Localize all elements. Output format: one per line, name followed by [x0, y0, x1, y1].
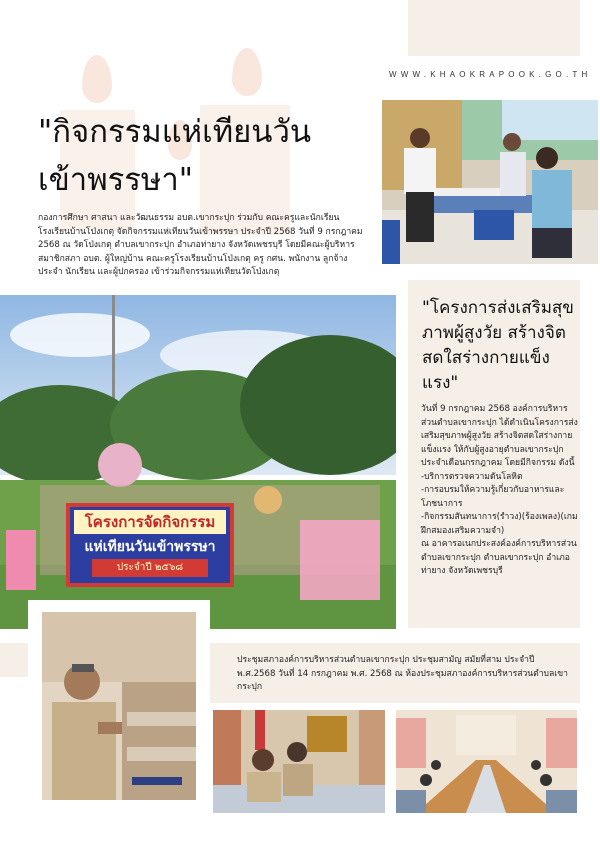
photo-council-speaker — [42, 612, 196, 800]
article2-title-line1: "โครงการส่งเสริมสุข — [422, 298, 574, 318]
article2-intro: วันที่ 9 กรกฎาคม 2568 องค์การบริหารส่วนตำบลเขากระปุก ได้ดำเนินโครงการส่งเสริมสุขภาพผู้สูงวัย สร้างจิตสดใสร่างกายแข็งแรง ให้กับผู้สูงอายุตำบลเขากระปุก ประจำเดือนกรกฎาคม โดยมีกิจกรรม ดังนี้ — [421, 404, 578, 468]
photo-council-meeting-2 — [396, 710, 577, 813]
photo-council-meeting-1 — [213, 710, 385, 813]
article2-item-2: -การอบรมให้ความรู้เกี่ยวกับอาหารและโภชนาการ — [421, 485, 565, 509]
article2-item-3: -กิจกรรมสันทนาการ(รำวง)(ร้องเพลง)(เกมฝึกสมองเสริมความจำ) — [421, 512, 578, 536]
photo-elderly-health-check — [382, 100, 598, 264]
article2-title-line3: สดใสร่างกายแข็ง — [422, 348, 550, 368]
article1-title — [38, 108, 378, 204]
website-url[interactable]: WWW.KHAOKRAPOOK.GO.TH — [389, 70, 592, 79]
article1-body: กองการศึกษา ศาสนา และวัฒนธรรม อบต.เขากระปุก ร่วมกับ คณะครูและนักเรียน โรงเรียนบ้านโป่งเกตุ จัดกิจกรรมแห่เทียนวันเข้าพรรษา ประจำปี 2568 วันที่ 9 กรกฎาคม 2568 ณ วัดโป่งเกตุ ตำบลเขากระปุก อำเภอท่ายาง จังหวัดเพชรบุรี โดยมีคณะผู้บริหาร สมาชิกสภา อบต. ผู้ใหญ่บ้าน คณะครูโรงเรียนบ้านโป่งเกตุ ครู กศน. พนักงาน ลูกจ้างประจำ นักเรียน และผู้ปกครอง เข้าร่วมกิจกรรมแห่เทียนวัดโป่งเกตุ — [38, 213, 363, 277]
article2-title-line2: ภาพผู้สูงวัย สร้างจิต — [422, 323, 566, 343]
article2-item-1: -บริการตรวจความดันโลหิต — [421, 471, 523, 482]
top-right-beige-block — [408, 0, 580, 56]
article2-body — [421, 403, 581, 579]
middle-left-beige-block — [0, 643, 28, 677]
article3-caption: ประชุมสภาองค์การบริหารส่วนตำบลเขากระปุก ประชุมสามัญ สมัยที่สาม ประจำปี พ.ศ.2568 วันที่ 14 กรกฎาคม พ.ศ. 2568 ณ ห้องประชุมสภาองค์การบริหารส่วนตำบลเขากระปุก — [237, 655, 568, 692]
photo-candle-procession — [0, 295, 396, 629]
banner-line3: ประจำปี ๒๕๖๘ — [116, 562, 184, 573]
article2-closing: ณ อาคารอเนกประสงค์องค์การบริหารส่วนตำบลเขากระปุก ตำบลเขากระปุก อำเภอท่ายาง จังหวัดเพชรบุรี — [421, 539, 577, 576]
article2-title-line4: แรง" — [422, 373, 459, 393]
article2-title — [422, 296, 592, 396]
article1-title-line2: เข้าพรรษา" — [38, 162, 194, 198]
banner-line2: แห่เทียนวันเข้าพรรษา — [84, 539, 216, 555]
article1-title-line1: "กิจกรรมแห่เทียนวัน — [38, 114, 312, 150]
banner-line1: โครงการจัดกิจกรรม — [84, 513, 216, 531]
